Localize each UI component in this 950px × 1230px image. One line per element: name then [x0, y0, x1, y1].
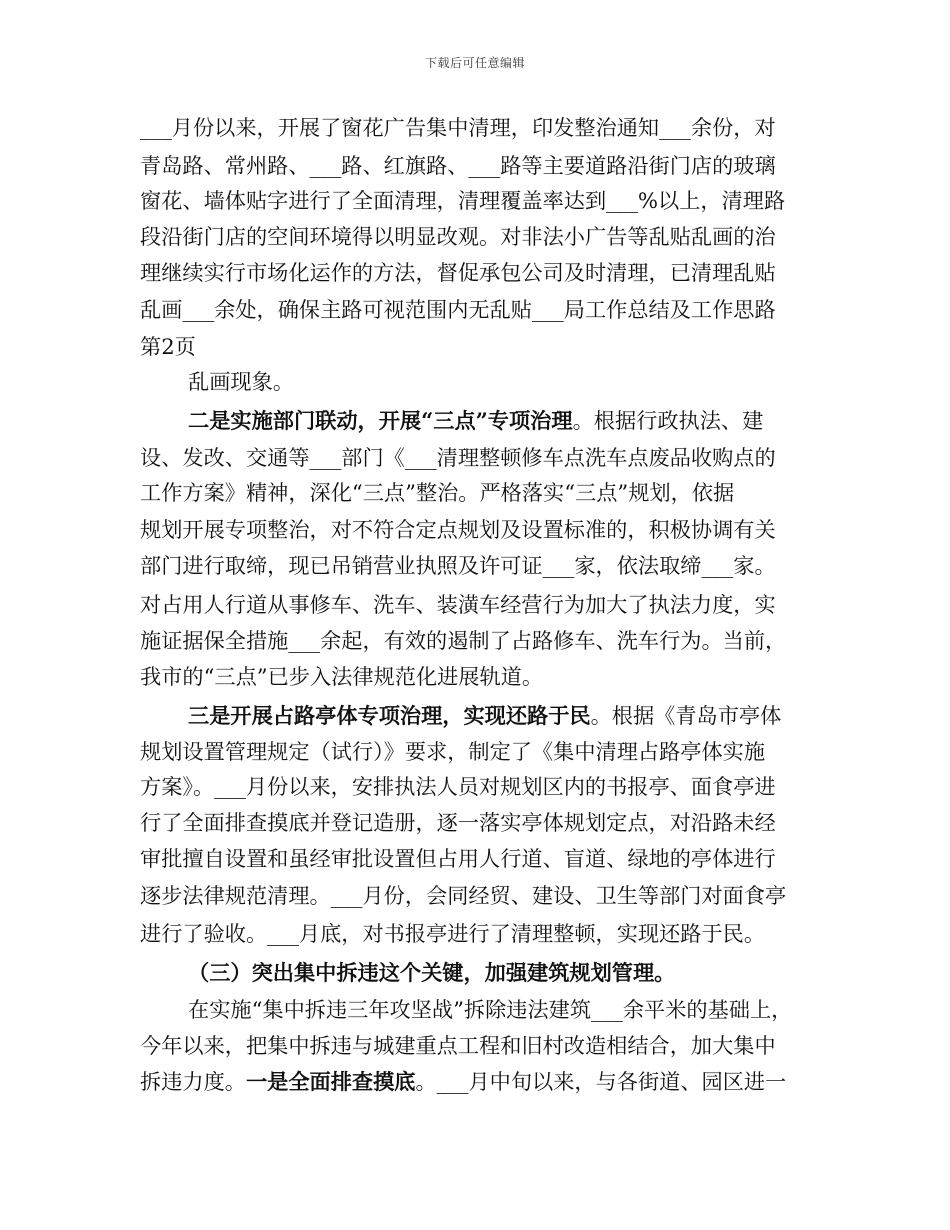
text-line: 设、发改、交通等___部门《___清理整顿修车点洗车点废品收购点的 [140, 445, 776, 470]
text-line: 三是开展占路亭体专项治理，实现还路于民。根据《青岛市亭体 [188, 703, 782, 728]
text-line: 二是实施部门联动，开展“三点”专项治理。根据行政执法、建 [188, 408, 764, 433]
section-heading: （三）突出集中拆违这个关键，加强建筑规划管理。 [188, 960, 676, 985]
text-line: 规划设置管理规定（试行）》要求，制定了《集中清理占路亭体实施 [140, 739, 766, 764]
text-line: 乱画现象。 [188, 369, 294, 394]
text-line: 窗花、墙体贴字进行了全面清理，清理覆盖率达到___%以上，清理路 [140, 188, 786, 213]
text-line: 施证据保全措施___余起，有效的遏制了占路修车、洗车行为。当前， [140, 628, 787, 653]
text-line: 在实施“集中拆违三年攻坚战”拆除违法建筑___余平米的基础上， [188, 997, 793, 1022]
text-line: 理继续实行市场化运作的方法，督促承包公司及时清理，已清理乱贴 [140, 260, 776, 285]
text-line: ___月份以来，开展了窗花广告集中清理，印发整治通知___余份，对 [140, 115, 776, 140]
bold-heading: 二是实施部门联动，开展“三点”专项治理 [188, 408, 573, 433]
text-line: 拆违力度。一是全面排查摸底。___月中旬以来，与各街道、园区进一 [140, 1069, 787, 1094]
page-header: 下载后可任意编辑 [424, 56, 525, 70]
bold-heading: 三是开展占路亭体专项治理，实现还路于民 [188, 703, 591, 728]
text-line: 今年以来，把集中拆违与城建重点工程和旧村改造相结合，加大集中 [140, 1033, 776, 1058]
text-line: 第2页 [140, 334, 196, 359]
text-line: 部门进行取缔，现已吊销营业执照及许可证___家，依法取缔___家。 [140, 553, 776, 578]
text-line: 行了全面排查摸底并登记造册，逐一落实亭体规划定点，对沿路未经 [140, 810, 776, 835]
text-line: 方案》。___月份以来，安排执法人员对规划区内的书报亭、面食亭进 [140, 774, 776, 799]
text-line: 逐步法律规范清理。___月份，会同经贸、建设、卫生等部门对面食亭 [140, 883, 787, 908]
bold-heading: 一是全面排查摸底 [245, 1069, 416, 1094]
text-line: 我市的“三点”已步入法律规范化进展轨道。 [140, 664, 544, 689]
text-line: 工作方案》精神，深化“三点”整治。严格落实“三点”规划，依据 [140, 480, 735, 505]
text-line: 青岛路、常州路、___路、红旗路、___路等主要道路沿街门店的玻璃 [140, 153, 776, 178]
text-line: 进行了验收。___月底，对书报亭进行了清理整顿，实现还路于民。 [140, 921, 766, 946]
text-line: 段沿街门店的空间环境得以明显改观。对非法小广告等乱贴乱画的治 [140, 224, 776, 249]
text-line: 审批擅自设置和虽经审批设置但占用人行道、盲道、绿地的亭体进行 [140, 846, 776, 871]
text-line: 规划开展专项整治，对不符合定点规划及设置标准的，积极协调有关 [140, 517, 776, 542]
text-line: 乱画___余处，确保主路可视范围内无乱贴___局工作总结及工作思路 [140, 297, 776, 322]
text-line: 对占用人行道从事修车、洗车、装潢车经营行为加大了执法力度，实 [140, 592, 776, 617]
